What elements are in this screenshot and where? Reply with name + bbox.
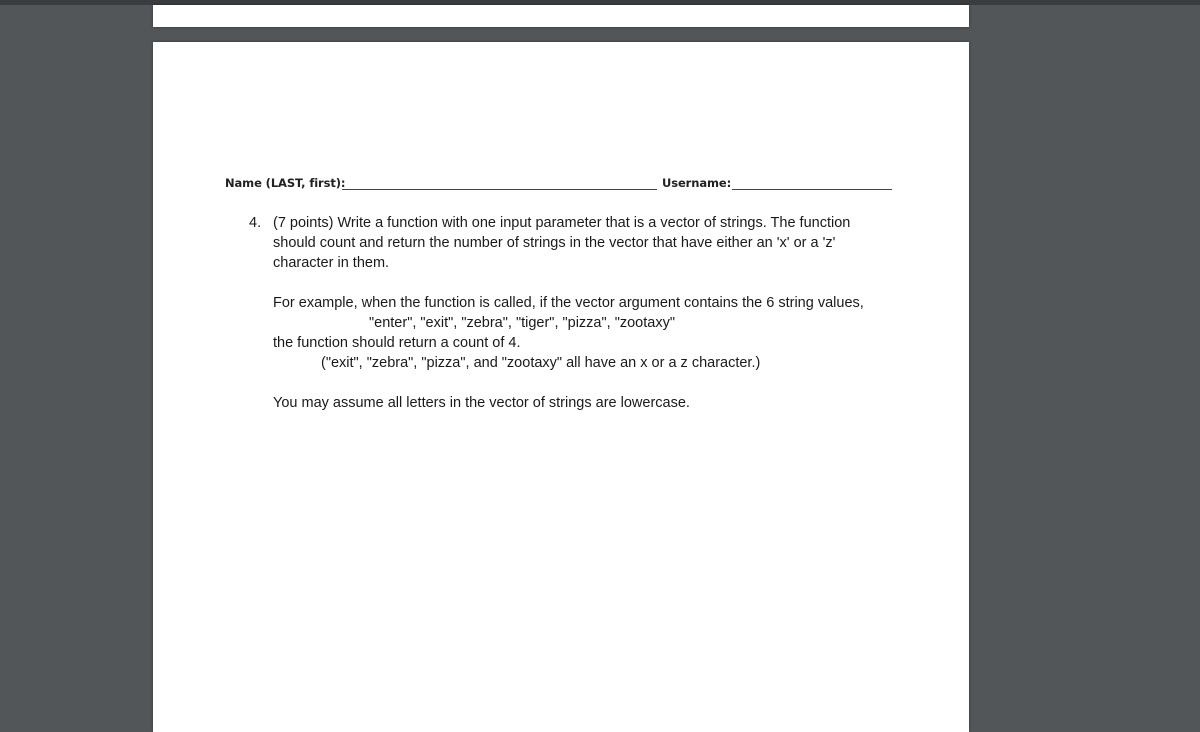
question-number: 4. xyxy=(249,215,262,231)
name-label: Name (LAST, first): xyxy=(225,176,346,190)
example-result: the function should return a count of 4. xyxy=(273,335,521,351)
name-blank-line xyxy=(342,189,657,190)
example-explanation: ("exit", "zebra", "pizza", and "zootaxy" all have an x or a z character.) xyxy=(321,355,761,371)
example-values: "enter", "exit", "zebra", "tiger", "pizza", "zootaxy" xyxy=(369,315,675,331)
previous-page xyxy=(153,5,969,27)
exam-header xyxy=(225,176,897,192)
prompt-line-3: character in them. xyxy=(273,255,390,271)
username-label: Username: xyxy=(662,176,732,190)
username-blank-line xyxy=(732,189,892,190)
document-page xyxy=(153,42,969,732)
prompt-line-1: (7 points) Write a function with one input parameter that is a vector of strings. The function xyxy=(273,215,851,231)
assumption-text: You may assume all letters in the vector of strings are lowercase. xyxy=(273,395,690,411)
example-intro: For example, when the function is called, if the vector argument contains the 6 string values, xyxy=(273,295,864,311)
prompt-line-2: should count and return the number of strings in the vector that have either an 'x' or a 'z' xyxy=(273,235,836,251)
